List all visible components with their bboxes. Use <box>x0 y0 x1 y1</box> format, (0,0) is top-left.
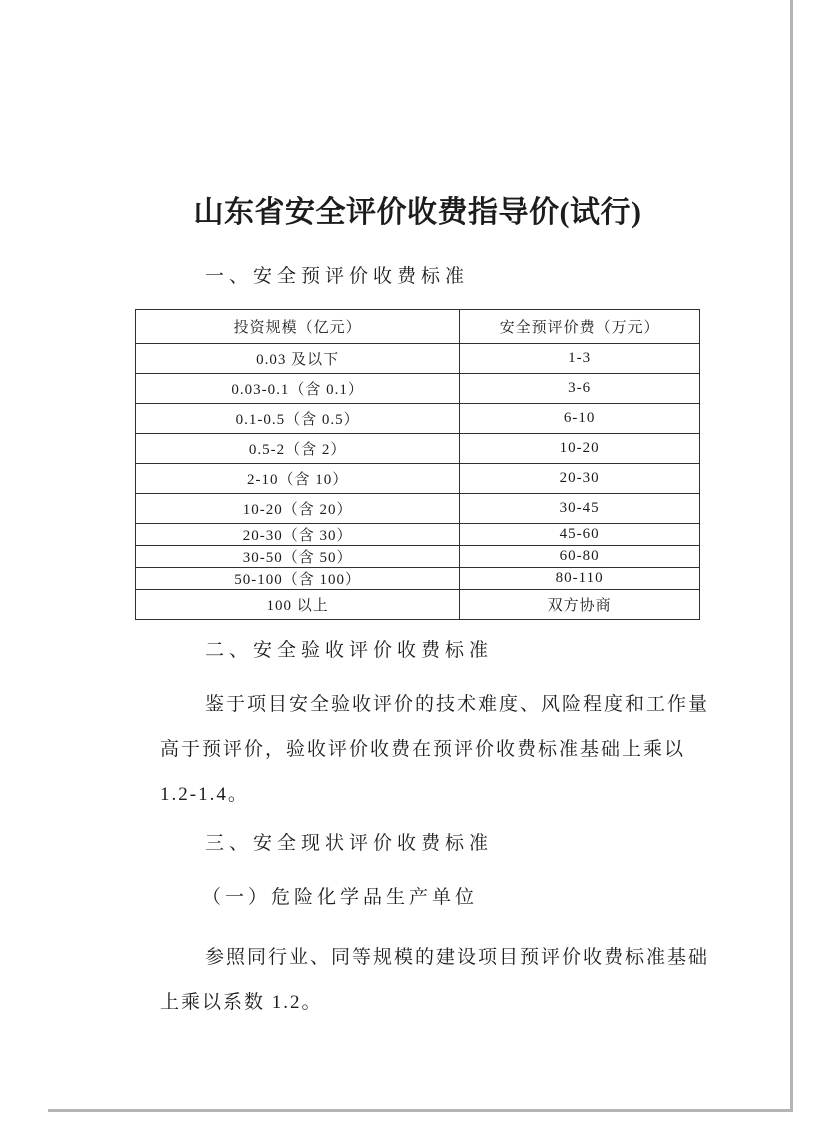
table-row <box>136 404 700 434</box>
cell-investment-range: 0.03-0.1（含 0.1） <box>136 374 460 404</box>
section-3-heading: 三、安全现状评价收费标准 <box>205 833 494 854</box>
table-row <box>136 524 700 546</box>
paragraph-line: 上乘以系数 1.2。 <box>160 992 323 1013</box>
cell-investment-range: 0.1-0.5（含 0.5） <box>136 404 460 434</box>
cell-fee-range: 60-80 <box>460 546 700 568</box>
table-row <box>136 494 700 524</box>
table-row <box>136 374 700 404</box>
cell-fee-range: 10-20 <box>460 434 700 464</box>
section-3-paragraph <box>160 935 710 1025</box>
table-row <box>136 464 700 494</box>
section-3-sub-heading: （一）危险化学品生产单位 <box>202 887 479 908</box>
document-page <box>48 0 793 1112</box>
paragraph-line: 1.2-1.4。 <box>160 784 249 805</box>
cell-investment-range: 2-10（含 10） <box>136 464 460 494</box>
table-row <box>136 344 700 374</box>
cell-investment-range: 20-30（含 30） <box>136 524 460 546</box>
column-header-investment-scale: 投资规模（亿元） <box>136 310 460 344</box>
cell-investment-range: 0.5-2（含 2） <box>136 434 460 464</box>
cell-investment-range: 50-100（含 100） <box>136 568 460 590</box>
table-row <box>136 590 700 620</box>
cell-investment-range: 100 以上 <box>136 590 460 620</box>
paragraph-line: 参照同行业、同等规模的建设项目预评价收费标准基础 <box>205 947 710 968</box>
cell-fee-range: 3-6 <box>460 374 700 404</box>
table-row <box>136 568 700 590</box>
cell-investment-range: 10-20（含 20） <box>136 494 460 524</box>
section-2-heading: 二、安全验收评价收费标准 <box>205 640 494 661</box>
cell-fee-range: 双方协商 <box>460 590 700 620</box>
table-row <box>136 546 700 568</box>
table-header-row <box>136 310 700 344</box>
pre-evaluation-fee-table <box>135 309 700 620</box>
paragraph-line: 鉴于项目安全验收评价的技术难度、风险程度和工作量 <box>205 694 710 715</box>
paragraph-line: 高于预评价，验收评价收费在预评价收费标准基础上乘以 <box>160 739 686 760</box>
cell-fee-range: 20-30 <box>460 464 700 494</box>
table-row <box>136 434 700 464</box>
column-header-pre-evaluation-fee: 安全预评价费（万元） <box>460 310 700 344</box>
cell-fee-range: 80-110 <box>460 568 700 590</box>
cell-investment-range: 0.03 及以下 <box>136 344 460 374</box>
cell-investment-range: 30-50（含 50） <box>136 546 460 568</box>
cell-fee-range: 30-45 <box>460 494 700 524</box>
cell-fee-range: 6-10 <box>460 404 700 434</box>
page-content <box>135 0 710 1025</box>
section-1-heading: 一、安全预评价收费标准 <box>205 266 470 287</box>
cell-fee-range: 1-3 <box>460 344 700 374</box>
cell-fee-range: 45-60 <box>460 524 700 546</box>
document-title: 山东省安全评价收费指导价(试行) <box>193 196 642 229</box>
section-2-paragraph <box>160 682 710 817</box>
